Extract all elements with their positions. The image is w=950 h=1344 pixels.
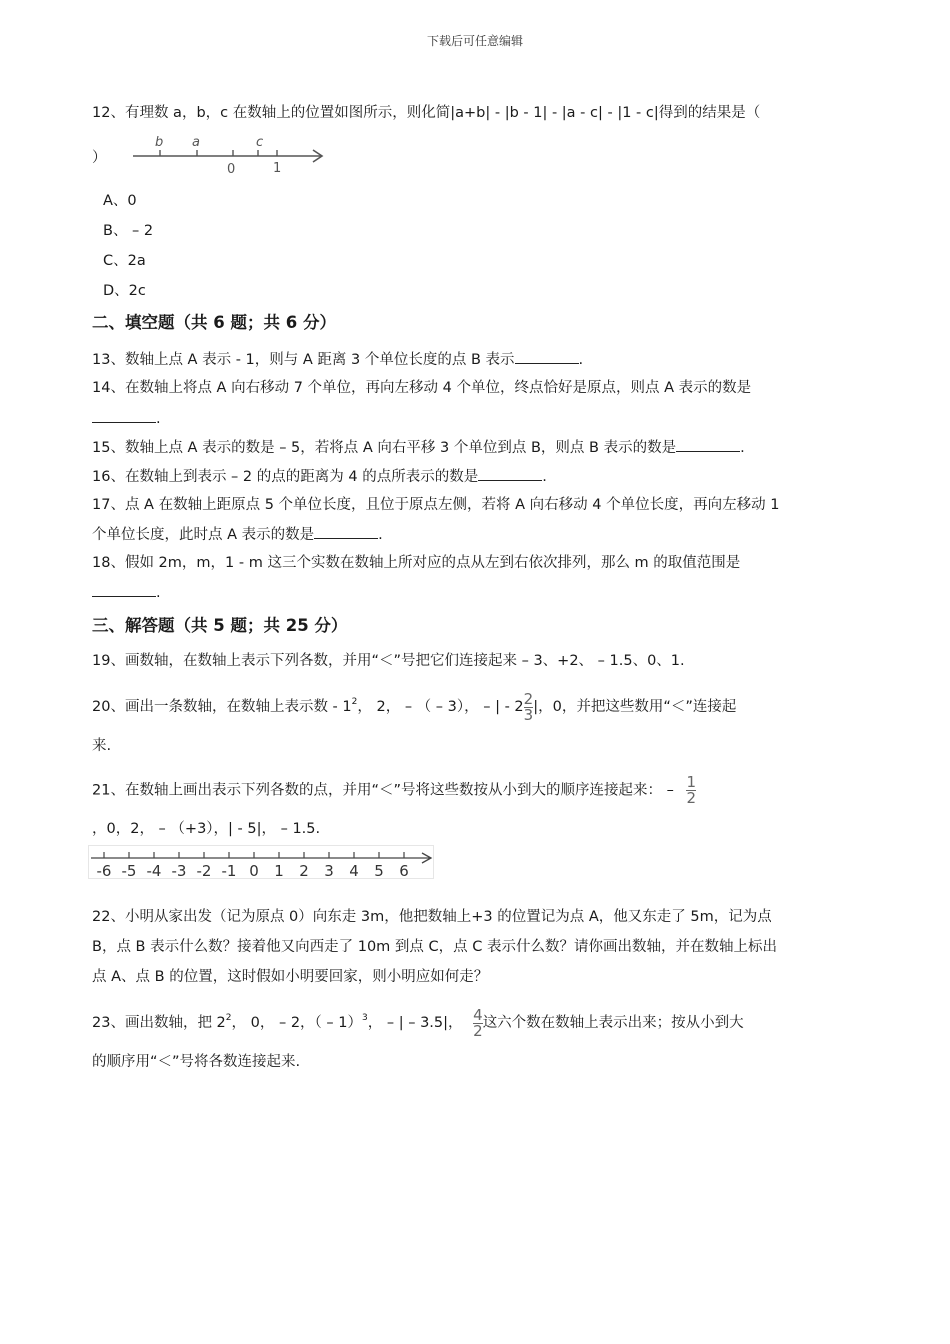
question-16-text: 16、在数轴上到表示 – 2 的点的距离为 4 的点所表示的数是 <box>92 469 479 485</box>
axis-tick-label: -4 <box>146 862 162 879</box>
question-17-line-2 <box>92 524 383 545</box>
question-14-end: . <box>156 411 161 427</box>
question-22-line-3: 点 A、点 B 的位置，这时假如小明要回家，则小明应如何走？ <box>92 969 489 985</box>
question-21-part-a: 21、在数轴上画出表示下列各数的点，并用“＜”号将这些数按从小到大的顺序连接起来： – <box>92 782 674 799</box>
question-13 <box>92 349 583 370</box>
fraction-four-halves <box>473 1005 483 1040</box>
answer-blank <box>478 466 542 481</box>
question-20-exponent: 2 <box>351 697 358 707</box>
question-23-line-2: 的顺序用“＜”号将各数连接起来. <box>92 1054 301 1070</box>
question-22-line-1: 22、小明从家出发（记为原点 0）向东走 3m，他把数轴上+3 的位置记为点 A，他又东走了 5m，记为点 <box>92 909 772 925</box>
question-23-part-a: 23、画出数轴，把 2 <box>92 1015 226 1031</box>
answer-blank <box>676 437 740 452</box>
question-22-line-2: B，点 B 表示什么数？接着他又向西走了 10m 到点 C，点 C 表示什么数？请你画出数轴，并在数轴上标出 <box>92 939 777 955</box>
figure-label-c: c <box>256 135 264 150</box>
question-15-end: . <box>740 440 745 456</box>
axis-tick-label: -6 <box>96 862 112 879</box>
figure-label-one: 1 <box>273 161 282 176</box>
answer-blank <box>92 582 156 597</box>
figure-label-zero: 0 <box>227 162 236 177</box>
question-17-text: 个单位长度，此时点 A 表示的数是 <box>92 527 315 543</box>
fraction-two-thirds <box>523 689 534 724</box>
question-23-line-1 <box>92 1005 744 1040</box>
answer-blank <box>92 408 156 423</box>
question-20-part-c: |，0，并把这些数用“＜”连接起 <box>533 699 737 715</box>
fraction-denominator: 3 <box>523 705 534 724</box>
question-20-line-2: 来. <box>92 738 112 754</box>
question-13-text: 13、数轴上点 A 表示 - 1，则与 A 距离 3 个单位长度的点 B 表示 <box>92 352 515 368</box>
figure-label-b: b <box>155 135 164 150</box>
axis-tick-label: -3 <box>171 862 187 879</box>
question-12-option-a: A、0 <box>103 193 137 209</box>
question-23-exponent-1: 2 <box>225 1013 232 1023</box>
axis-tick-label: 3 <box>324 862 334 879</box>
fraction-one-half <box>686 773 696 807</box>
section-2-heading: 二、填空题（共 6 题；共 6 分） <box>92 313 336 332</box>
question-21-line-2: ，0，2， – （+3），| - 5|， – 1.5. <box>92 821 321 837</box>
question-15 <box>92 437 745 458</box>
axis-tick-label: 4 <box>349 862 359 879</box>
question-17-end: . <box>378 527 383 543</box>
section-3-heading: 三、解答题（共 5 题；共 25 分） <box>92 616 348 635</box>
question-14-answer <box>92 408 161 429</box>
question-13-end: . <box>578 352 584 368</box>
fraction-numerator: 4 <box>473 1005 483 1024</box>
fraction-numerator: 1 <box>686 773 696 791</box>
question-16 <box>92 466 547 487</box>
question-21-number-line <box>88 845 434 879</box>
question-16-end: . <box>542 469 547 485</box>
figure-label-a: a <box>192 135 200 150</box>
question-18-text: 18、假如 2m，m，1 - m 这三个实数在数轴上所对应的点从左到右依次排列，那么 m 的取值范围是 <box>92 555 741 571</box>
question-12-option-d: D、2c <box>103 283 146 299</box>
question-12-number-line-figure <box>125 128 330 178</box>
question-15-text: 15、数轴上点 A 表示的数是 – 5，若将点 A 向右平移 3 个单位到点 B，则点 B 表示的数是 <box>92 440 677 456</box>
axis-tick-label: -2 <box>196 862 212 879</box>
axis-tick-label: 2 <box>299 862 309 879</box>
question-21-line-1 <box>92 773 696 807</box>
fraction-denominator: 2 <box>473 1021 483 1040</box>
question-18-answer <box>92 582 161 603</box>
fraction-numerator: 2 <box>523 689 534 708</box>
question-12-close-paren: ） <box>92 150 107 166</box>
question-23-part-d: 这六个数在数轴上表示出来；按从小到大 <box>482 1015 744 1031</box>
question-14-text: 14、在数轴上将点 A 向右移动 7 个单位，再向左移动 4 个单位，终点恰好是原点，则点 A 表示的数是 <box>92 380 752 396</box>
question-20-part-b: ， 2， – （ – 3）， – | - 2 <box>357 699 524 715</box>
question-19-text: 19、画数轴，在数轴上表示下列各数，并用“＜”号把它们连接起来 – 3、+2、 – 1.5、0、1. <box>92 653 685 669</box>
question-20-line-1 <box>92 689 737 724</box>
question-12-option-c: C、2a <box>103 253 146 269</box>
question-12-option-b: B、 – 2 <box>103 223 154 239</box>
axis-tick-label: -5 <box>121 862 137 879</box>
question-23-part-b: ， 0， – 2，（ – 1） <box>231 1015 363 1031</box>
axis-tick-label: 6 <box>399 862 409 879</box>
axis-tick-label: 0 <box>249 862 259 879</box>
axis-tick-label: 1 <box>274 862 284 879</box>
axis-tick-label: -1 <box>221 862 237 879</box>
question-18-end: . <box>156 585 161 601</box>
question-12-text: 12、有理数 a，b，c 在数轴上的位置如图所示，则化简|a+b| - |b - 1| - |a - c| - |1 - c|得到的结果是（ <box>92 105 761 121</box>
question-17-line-1: 17、点 A 在数轴上距原点 5 个单位长度，且位于原点左侧，若将 A 向右移动 4 个单位长度，再向左移动 1 <box>92 497 780 513</box>
answer-blank <box>314 524 378 539</box>
fraction-denominator: 2 <box>686 789 696 807</box>
answer-blank <box>515 349 579 364</box>
question-23-exponent-2: 3 <box>362 1013 368 1023</box>
axis-tick-label: 5 <box>374 862 384 879</box>
question-23-part-c: ， – | – 3.5|， <box>367 1015 463 1031</box>
question-20-part-a: 20、画出一条数轴，在数轴上表示数 - 1 <box>92 699 352 715</box>
page-header: 下载后可任意编辑 <box>426 34 523 48</box>
